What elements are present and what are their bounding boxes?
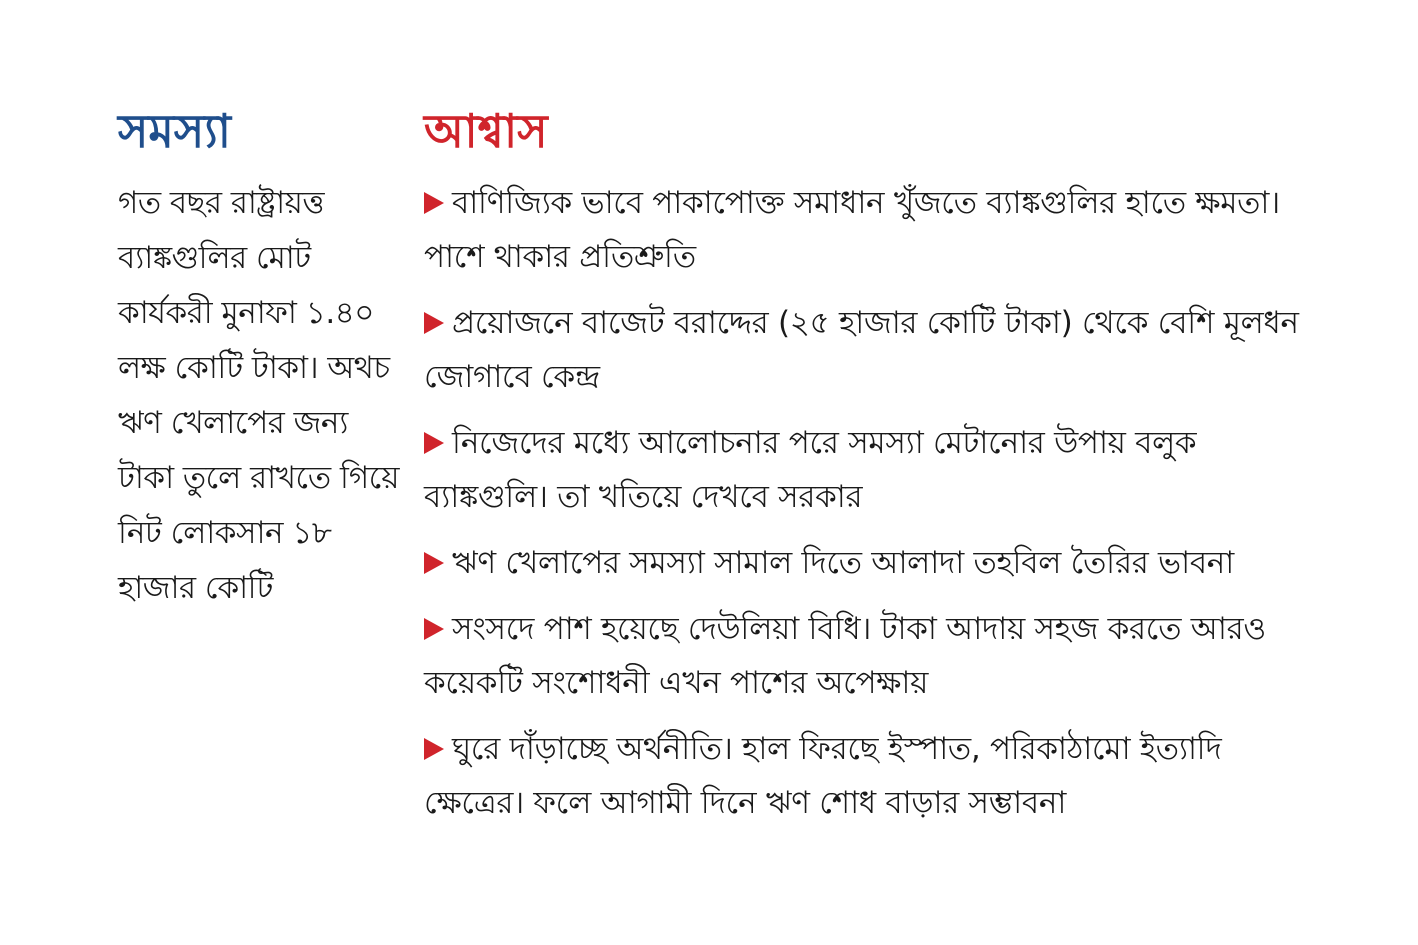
triangle-bullet-icon [424,312,444,334]
assurance-list [424,176,1324,830]
problem-section [118,100,408,616]
assurance-point-text: ঋণ খেলাপের সমস্যা সামাল দিতে আলাদা তহবিল তৈরির ভাবনা [452,545,1234,581]
assurance-point-text: প্রয়োজনে বাজেট বরাদ্দের (২৫ হাজার কোটি টাকা) থেকে বেশি মূলধন জোগাবে কেন্দ্র [424,305,1299,395]
assurance-point [424,536,1324,590]
assurance-point-text: বাণিজ্যিক ভাবে পাকাপোক্ত সমাধান খুঁজতে ব্যাঙ্কগুলির হাতে ক্ষমতা। পাশে থাকার প্রতিশ্রুতি [424,185,1280,275]
triangle-bullet-icon [424,552,444,574]
assurance-heading: আশ্বাস [424,104,548,158]
assurance-point [424,176,1324,284]
assurance-point-text: নিজেদের মধ্যে আলোচনার পরে সমস্যা মেটানোর উপায় বলুক ব্যাঙ্কগুলি। তা খতিয়ে দেখবে সরকার [424,425,1197,515]
assurance-point [424,722,1324,830]
problem-text: গত বছর রাষ্ট্রায়ত্ত ব্যাঙ্কগুলির মোট কার্যকরী মুনাফা ১.৪০ লক্ষ কোটি টাকা। অথচ ঋণ খেলাপের জন্য টাকা তুলে রাখতে গিয়ে নিট লোকসান ১৮ হাজার কোটি [118,185,399,606]
triangle-bullet-icon [424,618,444,640]
triangle-bullet-icon [424,432,444,454]
assurance-point [424,602,1324,710]
assurance-point [424,416,1324,524]
assurance-point-text: সংসদে পাশ হয়েছে দেউলিয়া বিধি। টাকা আদায় সহজ করতে আরও কয়েকটি সংশোধনী এখন পাশের অপেক্ষায় [424,611,1266,701]
assurance-section [424,100,1324,842]
triangle-bullet-icon [424,192,444,214]
assurance-point-text: ঘুরে দাঁড়াচ্ছে অর্থনীতি। হাল ফিরছে ইস্পাত, পরিকাঠামো ইত্যাদি ক্ষেত্রের। ফলে আগামী দিনে ঋণ শোধ বাড়ার সম্ভাবনা [424,731,1222,821]
problem-heading: সমস্যা [118,104,231,158]
assurance-point [424,296,1324,404]
triangle-bullet-icon [424,738,444,760]
